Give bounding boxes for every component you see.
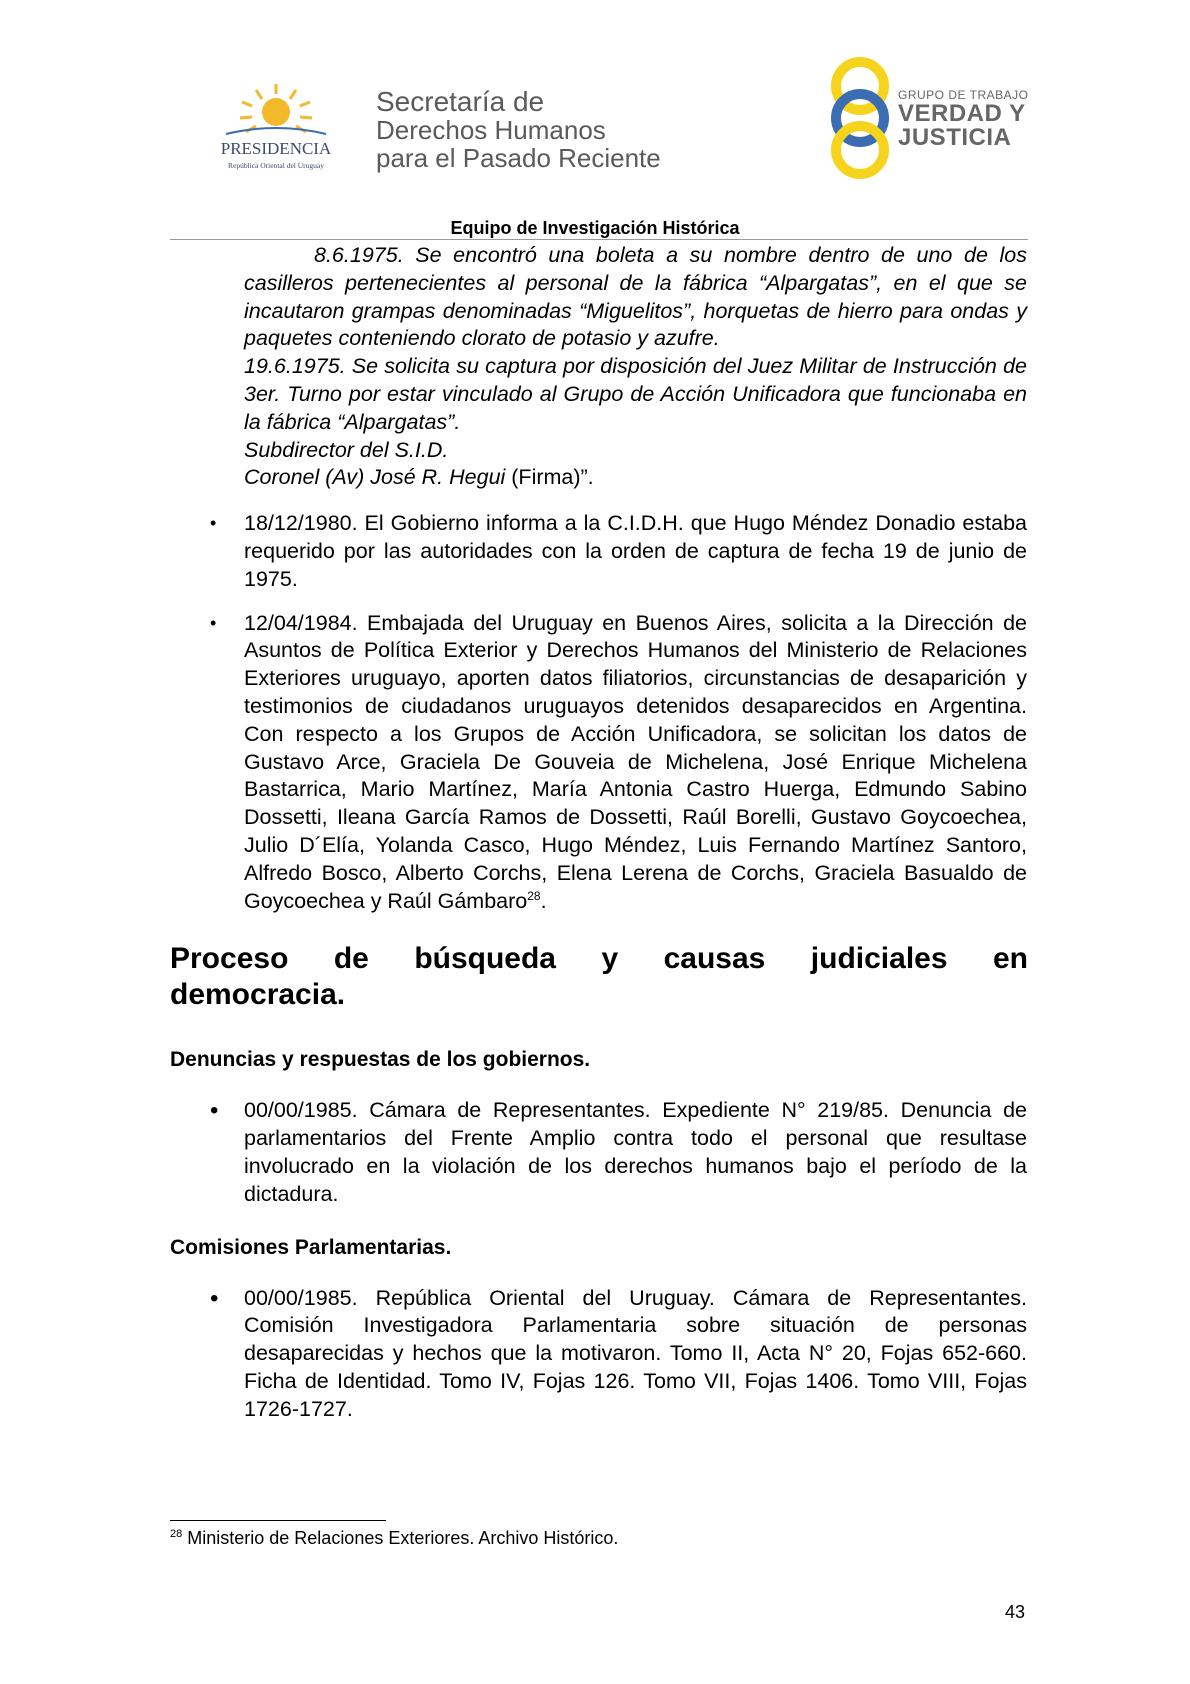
subheading-comisiones: Comisiones Parlamentarias. [170, 1235, 452, 1259]
section-heading-line-1 [170, 941, 1028, 977]
signature-tail: (Firma)”. [505, 465, 594, 490]
list-item-text: 00/00/1985. Cámara de Representantes. Expediente N° 219/85. Denuncia de parlamentarios del Frente Amplio contra todo el personal que resultase involucrado en la violación de los derechos humanos bajo el período de la dictadura. [244, 1098, 1027, 1206]
heading-word: de [333, 942, 369, 976]
list-item-text [244, 610, 1027, 916]
heading-word: causas [663, 942, 766, 976]
page-number: 43 [1005, 1602, 1026, 1622]
heading-word: búsqueda [414, 942, 556, 976]
footnote-divider [170, 1520, 386, 1521]
bullet-icon: • [210, 612, 217, 633]
list-item [210, 610, 1027, 916]
footnote-text: Ministerio de Relaciones Exteriores. Archivo Histórico. [182, 1528, 619, 1548]
secretaria-title [376, 88, 661, 172]
quote-paragraph-2: 19.6.1975. Se solicita su captura por disposición del Juez Militar de Instrucción de 3er. Turno por estar vinculado al Grupo de Acción Unificadora que funcionaba en la fábrica “Alpargatas”. [244, 354, 1027, 434]
secretaria-line-3: para el Pasado Reciente [376, 143, 661, 173]
heading-word: en [992, 942, 1028, 976]
list-item-tail: . [540, 888, 547, 913]
list-item-text: 00/00/1985. República Oriental del Uruguay. Cámara de Representantes. Comisión Investigadora Parlamentaria sobre situación de personas desaparecidas y hechos que la motivaron. Tomo II, Acta N° 20, Fojas 652-660. Ficha de Identidad. Tomo IV, Fojas 126. Tomo VII, Fojas 1406. Tomo VIII, Fojas 1726-1727. [244, 1285, 1027, 1421]
sun-emblem-icon [196, 82, 356, 182]
page-content [170, 242, 1028, 1424]
list-item [210, 510, 1027, 593]
presidencia-text: PRESIDENCIA [220, 139, 332, 158]
quoted-record [244, 242, 1027, 492]
presidencia-subtext: República Oriental del Uruguay [227, 161, 325, 170]
heading-word: judiciales [810, 942, 948, 976]
header-divider [170, 239, 1028, 240]
secretaria-line-1: Secretaría de [376, 86, 545, 117]
verdad-justicia-logo [820, 56, 900, 180]
list-item [210, 1097, 1027, 1208]
heading-word: y [601, 942, 619, 976]
bullet-icon: • [210, 1097, 219, 1125]
justicia-label: JUSTICIA [898, 124, 1012, 151]
section-heading-line-2: democracia. [170, 978, 346, 1012]
linked-rings-icon [820, 56, 900, 180]
secretaria-line-2: Derechos Humanos [376, 115, 606, 145]
signature-name: Coronel (Av) José R. Hegui [244, 465, 506, 490]
quote-signature [244, 464, 1027, 492]
footnote-number: 28 [170, 1528, 183, 1540]
heading-word: Proceso [170, 942, 289, 976]
footnote [170, 1528, 618, 1549]
verdad-label: VERDAD Y [898, 100, 1026, 127]
verdad-justicia-text [898, 88, 1028, 150]
team-title: Equipo de Investigación Histórica [450, 218, 740, 238]
list-item [210, 1284, 1027, 1424]
quote-paragraph-1: 8.6.1975. Se encontró una boleta a su nombre dentro de uno de los casilleros pertenecientes al personal de la fábrica “Alpargatas”, en el que se incautaron grampas denominadas “Miguelitos”, horquetas de hierro para ondas y paquetes conteniendo clorato de potasio y azufre. [244, 243, 1027, 351]
list-item-body: 12/04/1984. Embajada del Uruguay en Buenos Aires, solicita a la Dirección de Asuntos de Política Exterior y Derechos Humanos del Ministerio de Relaciones Exteriores uruguayo, aporten datos filiatorios, circunstancias de desaparición y testimonios de ciudadanos uruguayos detenidos desaparecidos en Argentina. Con respecto a los Grupos de Acción Unificadora, se solicitan los datos de Gustavo Arce, Graciela De Gouveia de Michelena, José Enrique Michelena Bastarrica, Mario Martínez, María Antonia Castro Huerga, Edmundo Sabino Dossetti, Ileana García Ramos de Dossetti, Raúl Borelli, Gustavo Goycoechea, Julio D´Elía, Yolanda Casco, Hugo Méndez, Luis Fernando Martínez Santoro, Alfredo Bosco, Alberto Corchs, Elena Lerena de Corchs, Graciela Basualdo de Goycoechea y Raúl Gámbaro [244, 610, 1027, 913]
bullet-icon: • [210, 513, 217, 534]
presidencia-logo [196, 82, 356, 182]
subheading-denuncias: Denuncias y respuestas de los gobiernos. [170, 1048, 591, 1072]
bullet-icon: • [210, 1284, 219, 1312]
section-heading [170, 941, 1028, 1013]
footnote-ref[interactable]: 28 [527, 888, 541, 903]
list-item-text: 18/12/1980. El Gobierno informa a la C.I.D.H. que Hugo Méndez Donadio estaba requerido por las autoridades con la orden de captura de fecha 19 de junio de 1975. [244, 511, 1027, 591]
grupo-label: GRUPO DE TRABAJO [898, 88, 1029, 102]
quote-signature-role: Subdirector del S.I.D. [244, 437, 449, 462]
